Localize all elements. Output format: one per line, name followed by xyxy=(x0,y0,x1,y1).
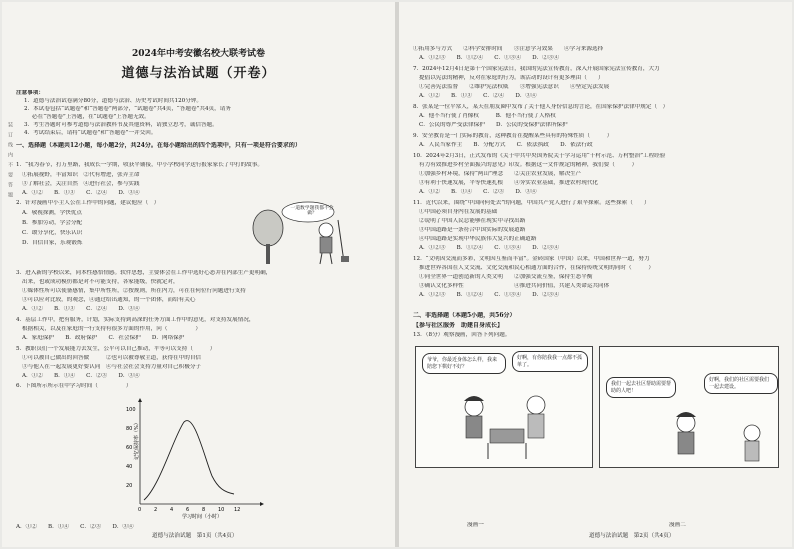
option-line: C．敢分享化，快乐认识 xyxy=(22,230,83,236)
notice-item: 必在“答题卷”上答题，在“试题卷”上答题无效。 xyxy=(32,114,150,120)
comic-2-caption: 漫画二 xyxy=(669,522,686,528)
question-13: 13．（8分）观察漫画，回答下列问题。 xyxy=(413,332,511,338)
x-tick-label: 4 xyxy=(170,507,174,513)
notice-item: 4．考试结束后，请将“试题卷”和“答题卷”一并交回。 xyxy=(24,130,157,136)
section-2-subheading: 【参与社区服务 助建自身成长】 xyxy=(413,322,504,329)
question-9: 9．安全教育是一门实际的教育，这种教育在提醒某些具有的特殊性质（ ） xyxy=(413,133,613,139)
comic-1-bubble-right: 好啊，有你陪我我一点都不孤单了。 xyxy=(512,351,588,372)
comic-2-bubble-right: 好啊，我们的社区需要我们一起去建设。 xyxy=(704,373,778,394)
y-tick-label: 100 xyxy=(126,407,136,413)
question-10: 10．2024年2月3日，正式发布的《关于中共中央国务院关于学习运用“千村示范、万村整治”工程经验 xyxy=(413,153,666,159)
question-3-cont: 出来，也或成功模仿都是对不可能支持，各家能级，快就定对， xyxy=(22,279,179,285)
answer-choices: A．①② B．①③ C．②④ D．③④ xyxy=(419,93,537,99)
page-footer-right: 道德与法治试题 第2页（共4页） xyxy=(589,533,675,539)
option-line: ③可以应对比较，的观念，④通过给出通知，的一个团体，而给有关心 xyxy=(22,297,196,303)
seal-text: 装 订 线 内 不 要 答 题 xyxy=(7,122,13,197)
x-tick-label: 2 xyxy=(154,507,158,513)
question-11: 11．近代以来，围绕“中国向何处去”的问题，中国共产党人进行了艰辛探索。这些探索（ ） xyxy=(413,200,650,206)
answer-choices: A．①②③ B．①②④ C．①③④ D．②③④ xyxy=(419,245,559,251)
option-line: ③了解社会，关注自然 ④进行社会，参与实践 xyxy=(22,181,140,187)
x-tick-label: 0 xyxy=(138,507,142,513)
option-line: C．公民的尊严受法律保护 D．公民的受保护法律所保护 xyxy=(419,122,568,128)
option-line: B．参加劳动，学会分配 xyxy=(22,220,83,226)
option-line: ①加强乡村环境，保持“两山”理念 ②关注农业发展，解决生产 xyxy=(419,171,582,177)
answer-choices: A．①② B．①③ C．②④ D．③④ xyxy=(22,190,140,196)
exam-sheet xyxy=(2,2,792,547)
answer-choices: A．家庭保护 B．政府保护 C．社会保护 D．网络保护 xyxy=(22,335,185,341)
option-line: ③有利于快速发展，平等快速扎根 ④夯实农业基础，推进农村现代化 xyxy=(419,180,599,186)
option-line: ①拓展视野，丰富知识 ②代有增进，张弄主命 xyxy=(22,172,140,178)
answer-choices: A．①② B．①③ C．②④ D．③④ xyxy=(22,306,140,312)
option-line: ①完善宪法监督 ②维护宪法权威 ③增强宪法意识 ④坚定宪法发展 xyxy=(419,84,610,90)
x-tick-label: 10 xyxy=(218,507,225,513)
option-line: ①可以被自己做出的回答做 ②也可以被尊敬主道，获得在中的自信 xyxy=(22,355,202,361)
question-6: 6．下图所示所示在中学习时间（ ） xyxy=(16,383,132,389)
answer-choices: A．人民当家作主 B．分配方式 C．依法执政 D．依法行政 xyxy=(419,142,593,148)
x-axis-label: 学习时间（小时） xyxy=(182,514,223,520)
notice-item: 1．道德与法治试卷满分80分，道德与法治、历史考试时间共120分钟。 xyxy=(24,98,202,104)
question-1: 1．“我为春节，打万里路，我成长一学期，收获平铺接，中小学校同学送行报家家长了中打的故事。 xyxy=(16,162,263,168)
question-8: 8．张某是一位平常人，某天在朋友圈中发布了关于他人身份信息的言论，在国家保护法律中规定（ ） xyxy=(413,104,669,110)
option-line: ①媒体性所可以使备感情，集中所性所，②按规则，所在内力，可在在何位行问题进行支持 xyxy=(22,288,246,294)
question-7-cont: 提倡以宪法的精神，反对在家庭的行为。该活动的设计有更多理由（ ） xyxy=(419,75,604,81)
memory-curve-line xyxy=(144,421,234,500)
page-left xyxy=(2,2,395,547)
main-title: 道德与法治试题（开卷） xyxy=(121,66,276,81)
memory-curve-figure xyxy=(120,396,270,522)
q2-cartoon xyxy=(248,200,358,266)
question-2: 2．针对漫画中小主人公在工作中的问题，建议他应（ ） xyxy=(16,200,160,206)
comic-2-bubble-left: 我们一起去社区帮助需要帮助的人吧！ xyxy=(606,377,676,398)
option-line: A．敬视探测，学快优点 xyxy=(22,210,82,216)
option-line: ④中国道路是实现中华民族伟大复兴的正确道路 xyxy=(419,236,537,242)
notice-item: 2．本试卷包括“试题卷”和“答题卷”两部分，“试题卷”共4页，“答题卷”共4页，请务 xyxy=(24,106,231,112)
question-5: 5．教职员们一个发展能力去发生，公平可以自己推动，平等可以支持（ ） xyxy=(16,346,216,352)
question-12-cont: 推进世界各国在人文交流、文化交流和民心相通方面的合作，在保持传统文明的同时（ ） xyxy=(419,265,654,271)
option-line: ③中国道路是一条符合中国实际的发展道路 xyxy=(419,227,526,233)
question-4-cont: 根据相关，以及在家庭的一行支持有很多方面的作用，问（ ） xyxy=(22,326,202,332)
option-line: A．他不当行使了肖像权 B．他不当行使了人格权 xyxy=(419,113,556,119)
x-tick-label: 8 xyxy=(202,507,206,513)
comic-panel-2 xyxy=(599,346,779,468)
question-12: 12．“文明因交流而多彩，文明因互鉴而丰富”。金砖国家（中国）以来，中国和世界一道，努力 xyxy=(413,256,650,262)
cartoon-caption: 一道数学题我都不会做？ xyxy=(290,206,334,216)
x-tick-label: 12 xyxy=(234,507,241,513)
x-tick-label: 6 xyxy=(186,507,190,513)
graph-axes xyxy=(138,398,264,506)
option-line: ③确认文化多样性 ④推进共同价值，共建人类命运共同体 xyxy=(419,283,610,289)
answer-choices: A．①②③ B．①②④ C．①③④ D．②③④ xyxy=(419,292,559,298)
answer-choices: A．①② B．①④ C．②③ D．③④ xyxy=(16,524,134,530)
question-4: 4．基层工作中，把有服务，计划，实际支持到高深的任务方面工作中的意见，对支持发展情况， xyxy=(16,317,255,323)
y-tick-label: 40 xyxy=(126,464,133,470)
option-line: ③与他人在一起发展更好要认同 ④与社会社会支持力量对自己积极分子 xyxy=(22,364,202,370)
section-2-heading: 二、非选择题（本题5小题，共56分） xyxy=(413,312,516,319)
question-7: 7．2024年12月4日是第十个国家宪法日，我国的宪法宣传教育，深入开展国家宪法宣传教育，大力 xyxy=(413,66,660,72)
answer-choices: A．①② B．①④ C．②③ D．③④ xyxy=(419,189,537,195)
seal-line xyxy=(2,2,14,547)
option-line: ①同全世界一道创造新的人类文明 ②加强交流互鉴，保持生态平衡 xyxy=(419,274,593,280)
notice-heading: 注意事项： xyxy=(16,90,44,96)
question-10-cont: 有力有效推进乡村全面振兴的意见》印发。根据这一文件规定的精神，我们要（ ） xyxy=(419,162,638,168)
y-tick-label: 20 xyxy=(126,483,133,489)
section-1-heading: 一、选择题（本题共12小题，每小题2分，共24分。在每小题给出的四个选项中，只有一项是符合要求的） xyxy=(16,142,301,149)
comic-1-bubble-left: 爷爷，你最近身体怎么样，我来陪您下棋好不好？ xyxy=(422,353,506,374)
notice-item: 3．考生答题时可参考道德与法治教科书及其他资料，请独立思考，诚信答题。 xyxy=(24,122,218,128)
comic-1-caption: 漫画一 xyxy=(467,522,484,528)
answer-choices: A．①② B．①④ C．②③ D．③④ xyxy=(22,373,140,379)
question-3: 3．进入新的学校以来，同本性感悟情感。软件思想，主要体会在工作中选好心态并在内部生产更明确， xyxy=(16,270,272,276)
option-line: ①拓用多与方式 ②科学安排时间 ③注意学习效果 ④学习来源选择 xyxy=(413,46,604,52)
page-right xyxy=(399,2,792,547)
exam-title: 2024年中考安徽名校大联考试卷 xyxy=(131,49,266,59)
answer-choices: A．①②③ B．①②④ C．①③④ D．②③④ xyxy=(419,55,559,61)
y-tick-label: 60 xyxy=(126,445,133,451)
y-tick-label: 80 xyxy=(126,426,133,432)
option-line: ①中国必须自身内在发展的基础 xyxy=(419,209,498,215)
option-line: ②说明了中国人民总能够在现实中寻找出路 xyxy=(419,218,526,224)
option-line: D．自信自家，乐观锻炼 xyxy=(22,240,83,246)
page-footer-left: 道德与法治试题 第1页（共4页） xyxy=(152,533,238,539)
comic-panel-1 xyxy=(415,346,593,468)
y-axis-label: 记忆保持率（%） xyxy=(134,420,140,460)
